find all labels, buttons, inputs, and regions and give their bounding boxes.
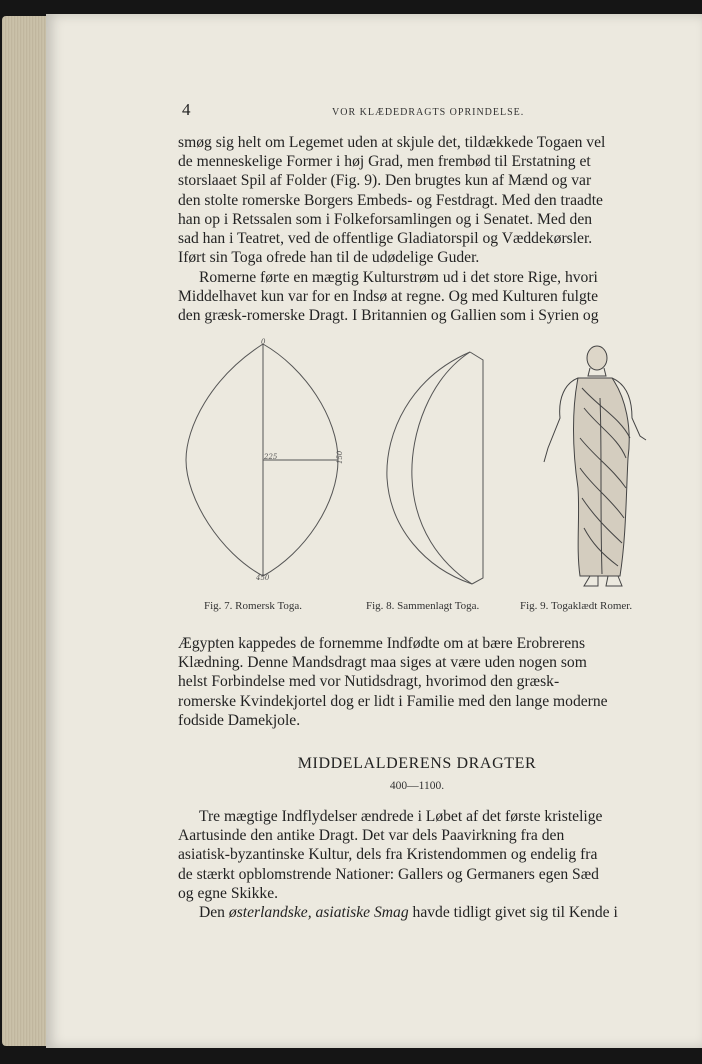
text-line: den græsk-romerske Dragt. I Britannien og Gallien som i Syrien og <box>178 307 599 325</box>
text-line: Aartusinde den antike Dragt. Det var dels Paavirkning fra den <box>178 827 565 845</box>
fig7-label-right: 150 <box>336 450 344 464</box>
text-line <box>178 903 656 922</box>
text-line: Middelhavet kun var for en Indsø at regne. Og med Kulturen fulgte <box>178 288 599 306</box>
text-line: Klædning. Denne Mandsdragt maa siges at være uden nogen som <box>178 654 587 672</box>
paragraph-4 <box>178 807 656 903</box>
paragraph-2 <box>178 268 656 326</box>
paragraph-3 <box>178 634 656 730</box>
fig7-label-center: 225 <box>264 453 278 461</box>
fig9-roman-statue <box>544 346 646 586</box>
text-run: Den <box>199 904 229 921</box>
figure-illustrations <box>180 338 660 598</box>
paragraph-1 <box>178 133 656 267</box>
fig7-label-bottom: 450 <box>256 574 270 582</box>
text-line: Ægypten kappedes de fornemme Indfødte om at bære Erobrerens <box>178 635 586 652</box>
text-line: Romerne førte en mægtig Kulturstrøm ud i det store Rige, hvori <box>199 269 598 286</box>
text-line: helst Forbindelse med vor Nutidsdragt, hvorimod den græsk- <box>178 673 560 691</box>
fig7-label-top: 0 <box>261 338 266 346</box>
section-dates: 400—1100. <box>389 780 445 792</box>
fig8-folded-toga <box>387 352 483 584</box>
fig7-toga-pattern <box>186 344 338 576</box>
text-line: Tre mægtige Indflydelser ændrede i Løbet af det første kristelige <box>199 808 603 825</box>
text-line: og egne Skikke. <box>178 884 279 902</box>
fig9-caption: Fig. 9. Togaklædt Romer. <box>520 600 633 612</box>
figures-block <box>180 338 660 618</box>
page-edges <box>2 16 50 1046</box>
page-number: 4 <box>182 100 191 119</box>
text-line: asiatisk-byzantinske Kultur, dels fra Kristendommen og endelig fra <box>178 846 598 864</box>
text-line: de stærkt opblomstrende Nationer: Gallers og Germaners egen Sæd <box>178 865 599 883</box>
text-line: sad han i Teatret, ved de offentlige Gladiatorspil og Væddekørsler. <box>178 230 593 248</box>
text-run: havde tidligt givet sig til Kende i <box>408 904 618 921</box>
text-line: han op i Retssalen som i Folkeforsamlingen og i Senatet. Med den <box>178 210 593 228</box>
text-line: smøg sig helt om Legemet uden at skjule det, tildækkede Togaen vel <box>178 134 606 151</box>
text-line: storslaaet Spil af Folder (Fig. 9). Den brugtes kun af Mænd og var <box>178 172 592 190</box>
section-title: MIDDELALDERENS DRAGTER <box>297 755 537 772</box>
fig8-caption: Fig. 8. Sammenlagt Toga. <box>366 600 480 612</box>
running-head: VOR KLÆDEDRAGTS OPRINDELSE. <box>332 107 525 118</box>
paragraph-5 <box>178 903 656 922</box>
fig7-caption: Fig. 7. Romersk Toga. <box>204 600 303 612</box>
text-line: Iført sin Toga ofrede han til de udødelige Guder. <box>178 249 480 267</box>
text-line: den stolte romerske Borgers Embeds- og Festdragt. Med den traadte <box>178 191 603 209</box>
text-line: fodside Damekjole. <box>178 711 301 729</box>
text-line: de menneskelige Former i høj Grad, men frembød til Erstatning et <box>178 153 591 171</box>
text-line: romerske Kvindekjortel dog er lidt i Familie med den lange moderne <box>178 692 608 710</box>
italic-run: østerlandske, asiatiske Smag <box>228 904 409 921</box>
